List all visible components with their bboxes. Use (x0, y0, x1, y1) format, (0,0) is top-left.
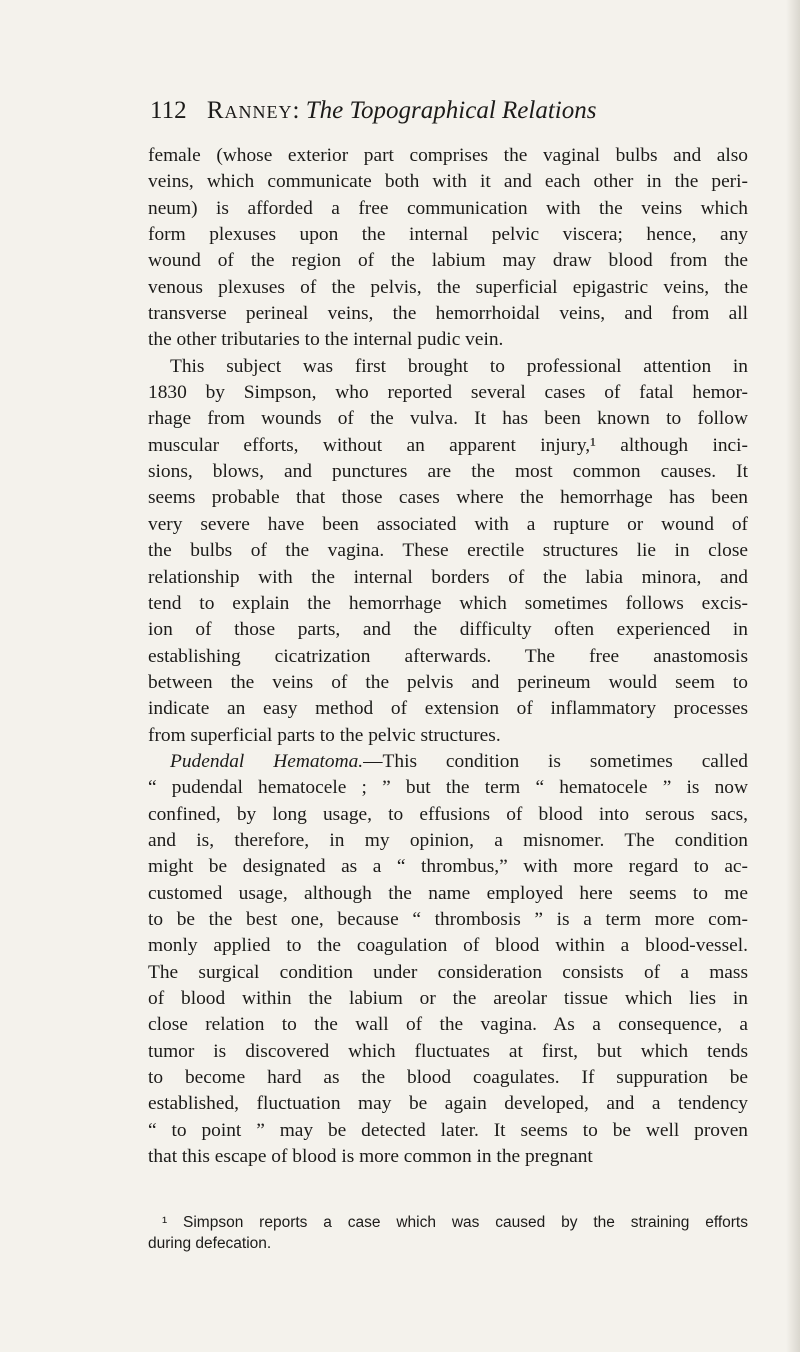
body-line: the other tributaries to the internal pudic vein. (148, 329, 504, 351)
body-line: customed usage, although the name employed here seems to me (148, 882, 748, 904)
header-title: The Topographical Relations (305, 97, 597, 124)
body-line: venous plexuses of the pelvis, the superficial epigastric veins, the (148, 276, 748, 298)
body-line: The surgical condition under consideration consists of a mass (148, 961, 748, 983)
footnote-line: ¹ Simpson reports a case which was caused by the straining efforts (162, 1214, 748, 1231)
body-line: Pudendal Hematoma.—This condition is sometimes called (170, 750, 748, 772)
header-separator: : (292, 97, 300, 124)
body-line: female (whose exterior part comprises the vaginal bulbs and also (148, 145, 748, 166)
body-text (148, 143, 748, 1170)
body-line: between the veins of the pelvis and perineum would seem to (148, 671, 748, 693)
body-line: form plexuses upon the internal pelvic viscera; hence, any (148, 224, 748, 246)
body-line: “ to point ” may be detected later. It seems to be well proven (148, 1119, 748, 1141)
body-line: the bulbs of the vagina. These erectile structures lie in close (148, 540, 748, 562)
body-line: close relation to the wall of the vagina. As a consequence, a (148, 1014, 748, 1036)
body-line: neum) is afforded a free communication with the veins which (148, 197, 748, 219)
body-line: seems probable that those cases where the hemorrhage has been (148, 487, 748, 509)
section-heading-inline: Pudendal Hematoma. (170, 750, 364, 772)
body-line: tend to explain the hemorrhage which sometimes follows excis- (148, 592, 748, 614)
body-line: veins, which communicate both with it and each other in the peri- (148, 171, 748, 193)
footnote (148, 1212, 748, 1254)
body-line: of blood within the labium or the areolar tissue which lies in (148, 988, 748, 1009)
running-header (150, 96, 710, 126)
body-line: rhage from wounds of the vulva. It has been known to follow (148, 408, 748, 430)
page-edge-shadow (786, 0, 800, 1352)
body-line: indicate an easy method of extension of inflammatory processes (148, 698, 748, 720)
body-line: tumor is discovered which fluctuates at first, but which tends (148, 1040, 748, 1062)
body-line: wound of the region of the labium may draw blood from the (148, 250, 748, 272)
body-line: relationship with the internal borders of the labia minora, and (148, 566, 748, 588)
body-line: transverse perineal veins, the hemorrhoidal veins, and from all (148, 303, 748, 325)
body-line: might be designated as a “ thrombus,” with more regard to ac- (148, 856, 748, 878)
header-author: Ranney (206, 97, 293, 124)
body-line: This subject was first brought to professional attention in (170, 355, 748, 377)
body-line: to become hard as the blood coagulates. If suppuration be (148, 1067, 748, 1089)
page-number: 112 (150, 97, 187, 124)
body-line: monly applied to the coagulation of blood within a blood-vessel. (148, 935, 748, 957)
body-line: sions, blows, and punctures are the most common causes. It (148, 461, 748, 483)
body-line: that this escape of blood is more common in the pregnant (148, 1146, 593, 1168)
body-line: “ pudendal hematocele ; ” but the term “ hematocele ” is now (148, 777, 748, 799)
body-line: and is, therefore, in my opinion, a misnomer. The condition (148, 829, 748, 851)
body-line: muscular efforts, without an apparent injury,¹ although inci- (148, 434, 748, 456)
footnote-line: during defecation. (148, 1235, 272, 1252)
body-line: establishing cicatrization afterwards. The free anastomosis (148, 645, 748, 667)
body-line: established, fluctuation may be again developed, and a tendency (148, 1093, 748, 1115)
body-line: ion of those parts, and the difficulty often experienced in (148, 619, 748, 641)
body-line: 1830 by Simpson, who reported several cases of fatal hemor- (148, 382, 748, 404)
body-line: from superficial parts to the pelvic structures. (148, 724, 501, 746)
body-line: to be the best one, because “ thrombosis ” is a term more com- (148, 908, 748, 930)
body-line: confined, by long usage, to effusions of blood into serous sacs, (148, 803, 748, 825)
body-line: very severe have been associated with a rupture or wound of (148, 513, 748, 535)
